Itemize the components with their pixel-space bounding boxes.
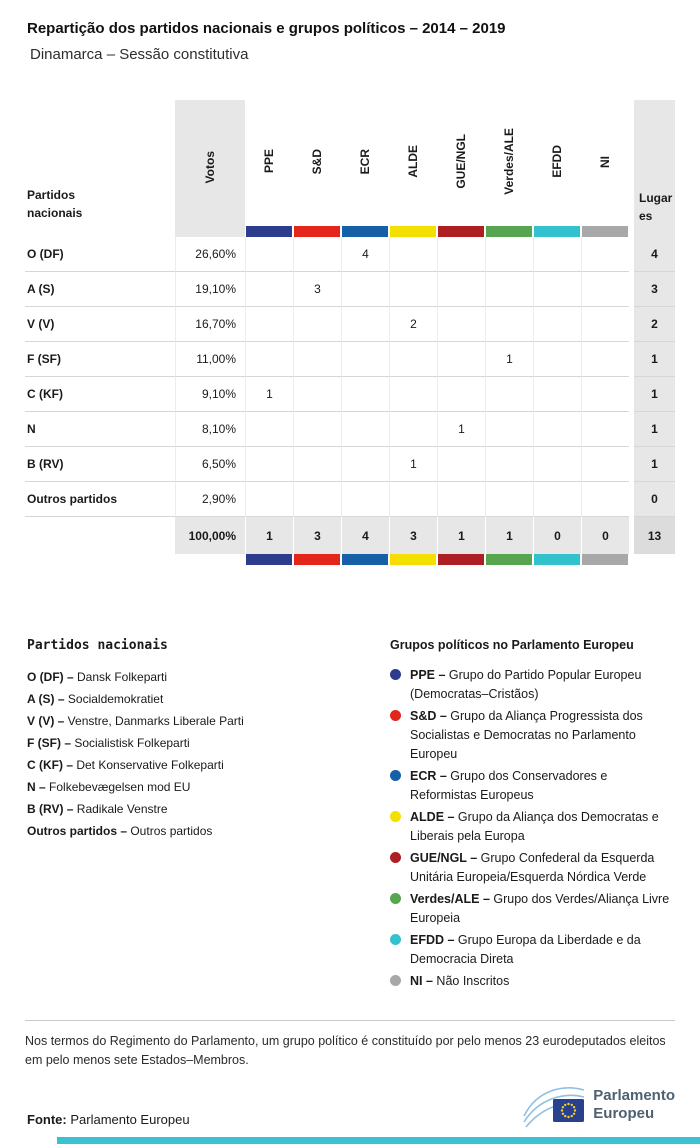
seat-cell <box>581 377 629 412</box>
total-seat-cell: 3 <box>389 517 437 554</box>
group-legend-item <box>390 767 675 805</box>
col-header-partidos: Partidos nacionais <box>27 187 83 221</box>
ep-logo-text-line1: Parlamento <box>593 1087 675 1104</box>
table-row <box>25 482 675 517</box>
seat-cell <box>341 377 389 412</box>
seat-cell <box>245 447 293 482</box>
seat-cell <box>341 272 389 307</box>
group-color-bar <box>581 554 629 565</box>
seat-cell <box>533 377 581 412</box>
party-legend-item: V (V) – Venstre, Danmarks Liberale Parti <box>27 714 244 728</box>
party-legend-item: B (RV) – Radikale Venstre <box>27 802 168 816</box>
group-legend-item <box>390 808 675 846</box>
source-line <box>27 1112 190 1127</box>
footer-accent-bar <box>57 1137 700 1144</box>
seat-cell <box>581 307 629 342</box>
seat-cell: 1 <box>485 342 533 377</box>
lugares-cell: 1 <box>634 412 675 447</box>
seat-cell <box>245 272 293 307</box>
group-legend-item <box>390 931 675 969</box>
col-header-votos: Votos <box>175 100 245 237</box>
group-color-bar <box>437 554 485 565</box>
seat-cell <box>341 342 389 377</box>
total-color-bars <box>25 554 675 565</box>
col-header-group-5: Verdes/ALE <box>502 128 516 195</box>
group-color-bar <box>245 554 293 565</box>
group-legend-item <box>390 972 675 991</box>
group-color-dot <box>390 934 401 945</box>
group-color-bar <box>437 226 485 237</box>
seat-cell <box>533 237 581 272</box>
lugares-cell: 2 <box>634 307 675 342</box>
table-row <box>25 447 675 482</box>
col-header-group-0: PPE <box>262 149 276 174</box>
ep-logo-text-line2: Europeu <box>593 1105 655 1122</box>
seat-cell <box>437 377 485 412</box>
party-cell: F (SF) <box>25 342 175 377</box>
seat-cell: 3 <box>293 272 341 307</box>
lugares-cell: 1 <box>634 447 675 482</box>
votos-cell: 8,10% <box>175 412 245 447</box>
party-legend-item: N – Folkebevægelsen mod EU <box>27 780 191 794</box>
col-header-group-4: GUE/NGL <box>454 134 468 189</box>
table-row <box>25 237 675 272</box>
seat-cell <box>533 307 581 342</box>
table-row <box>25 307 675 342</box>
lugares-cell: 0 <box>634 482 675 517</box>
total-row <box>25 517 675 554</box>
legend-political-groups <box>390 638 675 994</box>
seat-cell: 1 <box>389 447 437 482</box>
seat-cell <box>437 482 485 517</box>
votos-cell: 11,00% <box>175 342 245 377</box>
seat-cell: 4 <box>341 237 389 272</box>
group-legend-text: ALDE – Grupo da Aliança dos Democratas e Liberais pela Europa <box>410 810 659 843</box>
group-color-bar <box>485 554 533 565</box>
party-legend-item: F (SF) – Socialistisk Folkeparti <box>27 736 190 750</box>
col-header-group-6: EFDD <box>550 145 564 178</box>
total-lugares-cell: 13 <box>634 517 675 554</box>
page-title: Repartição dos partidos nacionais e grupos políticos – 2014 – 2019 <box>27 20 506 37</box>
page-subtitle: Dinamarca – Sessão constitutiva <box>30 46 249 63</box>
seat-cell <box>485 482 533 517</box>
group-color-bar <box>533 226 581 237</box>
party-cell: Outros partidos <box>25 482 175 517</box>
seat-cell <box>341 307 389 342</box>
seat-cell <box>485 412 533 447</box>
group-legend-text: EFDD – Grupo Europa da Liberdade e da Democracia Direta <box>410 933 641 966</box>
lugares-cell: 1 <box>634 377 675 412</box>
party-cell: N <box>25 412 175 447</box>
seat-cell <box>389 272 437 307</box>
votos-cell: 19,10% <box>175 272 245 307</box>
seat-cell <box>389 412 437 447</box>
group-legend-item <box>390 666 675 704</box>
seat-cell <box>341 482 389 517</box>
seat-cell <box>245 237 293 272</box>
seat-cell <box>293 307 341 342</box>
total-votos-cell: 100,00% <box>175 517 245 554</box>
party-legend-item: O (DF) – Dansk Folkeparti <box>27 670 168 684</box>
group-color-dot <box>390 710 401 721</box>
votos-cell: 6,50% <box>175 447 245 482</box>
party-cell: A (S) <box>25 272 175 307</box>
lugares-cell: 4 <box>634 237 675 272</box>
seat-cell <box>293 377 341 412</box>
group-legend-text: GUE/NGL – Grupo Confederal da Esquerda Unitária Europeia/Esquerda Nórdica Verde <box>410 851 655 884</box>
group-color-bar <box>389 554 437 565</box>
seat-cell <box>293 237 341 272</box>
seat-cell <box>485 272 533 307</box>
group-color-dot <box>390 770 401 781</box>
party-cell: V (V) <box>25 307 175 342</box>
seat-cell <box>293 412 341 447</box>
source-label: Fonte: <box>27 1112 67 1127</box>
group-color-bar <box>389 226 437 237</box>
legend-groups-list <box>390 666 675 991</box>
seat-cell <box>341 412 389 447</box>
seat-cell <box>245 412 293 447</box>
group-legend-item <box>390 849 675 887</box>
total-seat-cell: 1 <box>485 517 533 554</box>
seat-cell <box>437 447 485 482</box>
seat-cell <box>533 342 581 377</box>
seat-cell <box>437 307 485 342</box>
group-legend-text: Verdes/ALE – Grupo dos Verdes/Aliança Livre Europeia <box>410 892 670 925</box>
group-color-bar <box>533 554 581 565</box>
legend-groups-title: Grupos políticos no Parlamento Europeu <box>390 638 634 652</box>
seat-cell <box>581 272 629 307</box>
seat-cell <box>581 412 629 447</box>
lugares-cell: 1 <box>634 342 675 377</box>
source-value: Parlamento Europeu <box>70 1112 190 1127</box>
seats-table <box>25 100 675 565</box>
col-header-group-1: S&D <box>310 148 324 175</box>
seat-cell: 2 <box>389 307 437 342</box>
votos-cell: 16,70% <box>175 307 245 342</box>
ep-logo-icon <box>523 1082 585 1128</box>
seat-cell <box>389 482 437 517</box>
group-color-bar <box>245 226 293 237</box>
col-header-group-2: ECR <box>358 148 372 175</box>
group-color-bar <box>293 226 341 237</box>
seat-cell <box>389 342 437 377</box>
lugares-cell: 3 <box>634 272 675 307</box>
seat-cell <box>533 412 581 447</box>
table-row <box>25 412 675 447</box>
seat-cell <box>533 272 581 307</box>
ep-logo <box>523 1082 675 1128</box>
group-color-dot <box>390 811 401 822</box>
seat-cell <box>533 482 581 517</box>
seat-cell <box>245 482 293 517</box>
group-color-bar <box>341 554 389 565</box>
seat-cell <box>341 447 389 482</box>
legend-national-parties <box>27 638 390 994</box>
legend-parties-title: Partidos nacionais <box>27 638 168 653</box>
seat-cell <box>245 307 293 342</box>
seat-cell <box>581 237 629 272</box>
total-seat-cell: 0 <box>533 517 581 554</box>
group-legend-text: S&D – Grupo da Aliança Progressista dos Socialistas e Democratas no Parlamento Europeu <box>410 709 643 761</box>
group-legend-item <box>390 890 675 928</box>
group-color-dot <box>390 669 401 680</box>
seat-cell: 1 <box>245 377 293 412</box>
total-seat-cell: 0 <box>581 517 629 554</box>
votos-cell: 2,90% <box>175 482 245 517</box>
group-color-dot <box>390 852 401 863</box>
seat-cell <box>389 377 437 412</box>
party-legend-item: Outros partidos – Outros partidos <box>27 824 213 838</box>
table-row <box>25 272 675 307</box>
seat-cell <box>293 447 341 482</box>
group-legend-text: PPE – Grupo do Partido Popular Europeu (Democratas–Cristãos) <box>410 668 642 701</box>
votos-cell: 26,60% <box>175 237 245 272</box>
total-seat-cell: 1 <box>437 517 485 554</box>
col-header-lugares: Lugares <box>634 100 675 237</box>
seat-cell <box>581 482 629 517</box>
group-color-bar <box>341 226 389 237</box>
seat-cell <box>533 447 581 482</box>
col-header-group-7: NI <box>598 155 612 168</box>
seat-cell <box>293 342 341 377</box>
party-cell: B (RV) <box>25 447 175 482</box>
table-row <box>25 377 675 412</box>
footnote-text: Nos termos do Regimento do Parlamento, um grupo político é constituído por pelo menos 23 eurodeputados eleitos em pelo menos sete Estados–Membros. <box>25 1034 666 1067</box>
table-row <box>25 342 675 377</box>
ep-logo-text <box>593 1087 675 1123</box>
party-legend-item: C (KF) – Det Konservative Folkeparti <box>27 758 224 772</box>
col-header-group-3: ALDE <box>406 145 420 178</box>
seat-cell <box>245 342 293 377</box>
group-color-dot <box>390 893 401 904</box>
total-seat-cell: 4 <box>341 517 389 554</box>
seat-cell <box>437 237 485 272</box>
group-legend-text: ECR – Grupo dos Conservadores e Reformistas Europeus <box>410 769 608 802</box>
seat-cell <box>581 342 629 377</box>
legend-parties-list <box>27 666 390 842</box>
group-legend-item <box>390 707 675 764</box>
total-party-cell <box>25 517 175 554</box>
group-color-bar <box>485 226 533 237</box>
seat-cell <box>485 307 533 342</box>
legends-section <box>27 638 675 994</box>
votos-cell: 9,10% <box>175 377 245 412</box>
group-color-bar <box>581 226 629 237</box>
party-cell: C (KF) <box>25 377 175 412</box>
total-seat-cell: 3 <box>293 517 341 554</box>
seat-cell <box>437 272 485 307</box>
seat-cell <box>389 237 437 272</box>
seat-cell <box>485 377 533 412</box>
party-cell: O (DF) <box>25 237 175 272</box>
group-legend-text: NI – Não Inscritos <box>410 974 510 988</box>
total-seat-cell: 1 <box>245 517 293 554</box>
party-legend-item: A (S) – Socialdemokratiet <box>27 692 164 706</box>
footnote-section <box>25 1020 675 1070</box>
seat-cell <box>485 237 533 272</box>
seat-cell <box>293 482 341 517</box>
group-color-dot <box>390 975 401 986</box>
seat-cell <box>581 447 629 482</box>
header-row <box>25 100 675 226</box>
seat-cell: 1 <box>437 412 485 447</box>
seat-cell <box>437 342 485 377</box>
seat-cell <box>485 447 533 482</box>
group-color-bar <box>293 554 341 565</box>
